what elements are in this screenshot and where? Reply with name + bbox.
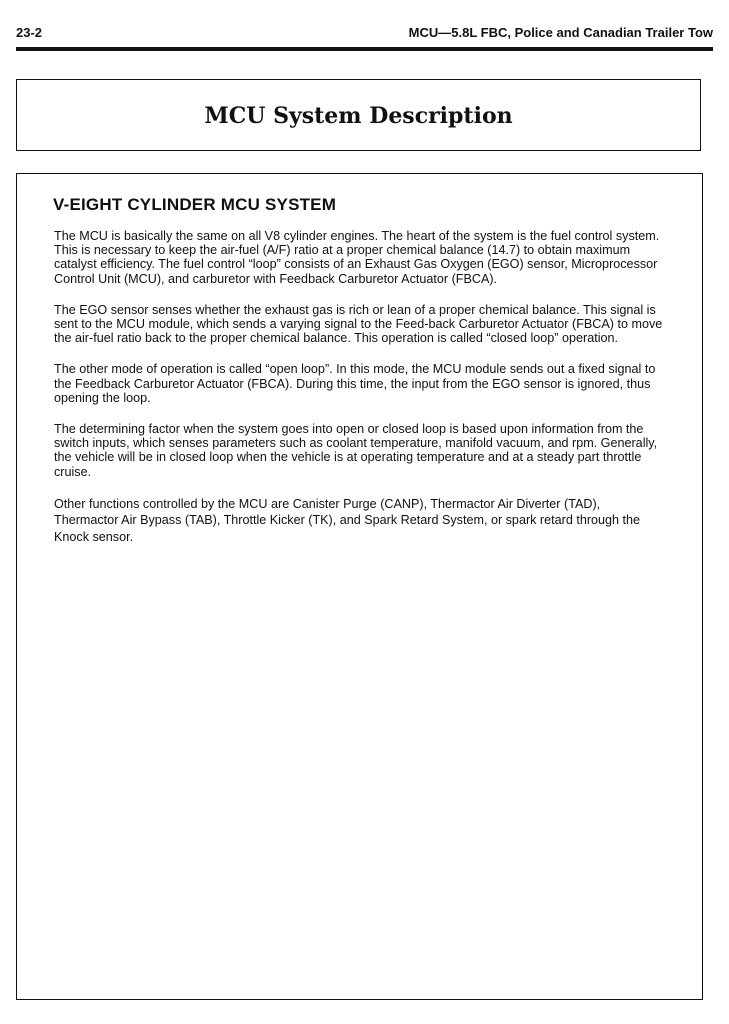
title-box: [16, 79, 701, 151]
subhead: V-EIGHT CYLINDER MCU SYSTEM: [53, 195, 337, 214]
paragraph-ego-sensor: The EGO sensor senses whether the exhaust gas is rich or lean of a proper chemical balance. This signal is sent to the MCU module, which sends a varying signal to the Feed-back Carburetor Actuator (FBCA) to move the air-fuel ratio back to the proper chemical balance. This operation is called “closed loop” operation.: [54, 302, 663, 346]
page-number: 23-2: [16, 25, 43, 40]
running-head: MCU—5.8L FBC, Police and Canadian Trailer Tow: [408, 25, 713, 40]
body-copy: [54, 229, 666, 562]
content-box: [16, 173, 703, 1000]
paragraph-open-loop: The other mode of operation is called “open loop”. In this mode, the MCU module sends out a fixed signal to the Feedback Carburetor Actuator (FBCA). During this time, the input from the EGO sensor is ignored, thus opening the loop.: [54, 362, 656, 405]
page-header: [16, 24, 713, 42]
header-rule: [16, 47, 713, 51]
paragraph-other-functions: Other functions controlled by the MCU are Canister Purge (CANP), Thermactor Air Diverter (TAD), Thermactor Air Bypass (TAB), Throttle Kicker (TK), and Spark Retard System, or spark retard through the Knock sensor.: [54, 496, 641, 544]
section-title: MCU System Description: [204, 103, 513, 129]
paragraph-fuel-control: The MCU is basically the same on all V8 cylinder engines. The heart of the system is the fuel control system. This is necessary to keep the air-fuel (A/F) ratio at a proper chemical balance (14.7) to obtain maximum catalyst efficiency. The fuel control “loop” consists of an Exhaust Gas Oxygen (EGO) sensor, Microprocessor Control Unit (MCU), and carburetor with Feedback Carburetor Actuator (FBCA).: [54, 229, 660, 286]
paragraph-determining-factor: The determining factor when the system goes into open or closed loop is based upon information from the switch inputs, which senses parameters such as coolant temperature, manifold vacuum, and rpm. Generally, the vehicle will be in closed loop when the vehicle is at operating temperature and at a steady part throttle cruise.: [54, 422, 658, 479]
